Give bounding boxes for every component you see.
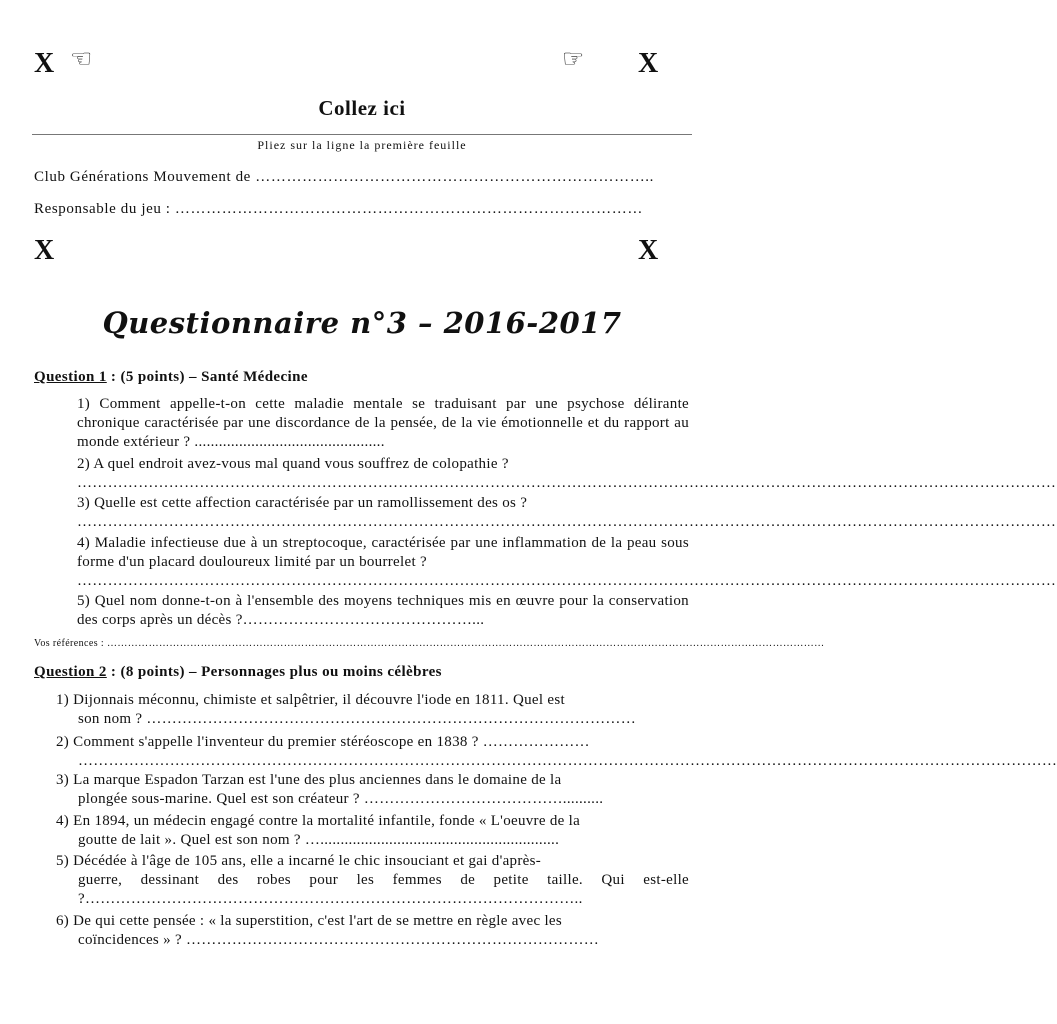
- cut-mark-top-right: X: [638, 48, 659, 79]
- question-1-item-2-text: 2) A quel endroit avez-vous mal quand vous souffrez de colopathie ?: [77, 456, 509, 472]
- fold-line: [32, 134, 692, 135]
- question-2-item-2: [56, 733, 1057, 771]
- question-2-item-3-line: 3) La marque Espadon Tarzan est l'une des plus anciennes dans le domaine de la: [56, 772, 562, 788]
- question-2-heading: [34, 664, 442, 681]
- question-2-label: Question 2: [34, 664, 107, 680]
- question-1-label: Question 1: [34, 369, 107, 385]
- question-1-points: : (5 points) – Santé Médecine: [106, 369, 308, 385]
- answer-line[interactable]: …………………………………………………………………………………………………………………………………………………………………………: [77, 573, 1057, 589]
- question-2-item-5-cont: guerre, dessinant des robes pour les femmes de petite taille. Qui est-elle ?……………………………………………………………………………………..: [78, 872, 689, 907]
- question-2-item-3: [56, 771, 689, 809]
- question-2-item-1-line: 1) Dijonnais méconnu, chimiste et salpêtrier, il découvre l'iode en 1811. Quel est: [56, 692, 565, 708]
- answer-line[interactable]: …………………………………………………………………………………………………………………………………………………………………………: [77, 475, 1057, 491]
- answer-line[interactable]: …………………………………………………………………………………………………………………………………………………………………………: [78, 753, 1057, 769]
- question-2-item-6: [56, 912, 689, 950]
- questionnaire-title: Questionnaire n°3 – 2016-2017: [102, 306, 622, 340]
- fold-instruction: Pliez sur la ligne la première feuille: [257, 138, 467, 152]
- question-1-item-4: [77, 534, 1057, 591]
- question-2-item-4: [56, 812, 689, 850]
- question-2-item-5: [56, 852, 689, 909]
- pointing-hand-right-icon: ☞: [562, 44, 585, 73]
- cut-mark-mid-right: X: [638, 235, 659, 266]
- question-1-item-1: 1) Comment appelle-t-on cette maladie mentale se traduisant par une psychose délirante chronique caractérisée par une discordance de la pensée, de la vie émotionnelle et du rapport au monde extérieur ? ...............................................: [77, 396, 689, 450]
- cut-mark-mid-left: X: [34, 235, 55, 266]
- question-2-item-1-cont: son nom ? ……………………………………………………………………………………: [78, 711, 637, 727]
- question-2-item-2-line: 2) Comment s'appelle l'inventeur du premier stéréoscope en 1838 ? …………………: [56, 734, 590, 750]
- collez-ici-heading: Collez ici: [318, 96, 406, 120]
- question-1-item-2: [77, 455, 1057, 493]
- pointing-hand-left-icon: ☜: [70, 44, 93, 73]
- question-1-item-3: [77, 494, 1057, 532]
- responsable-field[interactable]: Responsable du jeu : ………………………………………………………………………………: [34, 201, 643, 217]
- references-field[interactable]: Vos références : ………………………………………………………………………………………………………………………………………………………………………………………: [34, 638, 825, 649]
- cut-mark-top-left: X: [34, 48, 55, 79]
- answer-line[interactable]: …………………………………………………………………………………………………………………………………………………………………………: [77, 514, 1057, 530]
- question-2-points: : (8 points) – Personnages plus ou moins célèbres: [106, 664, 442, 680]
- question-2-item-3-cont: plongée sous-marine. Quel est son créateur ? …………………………………..........: [78, 791, 604, 807]
- question-2-item-6-line: 6) De qui cette pensée : « la superstition, c'est l'art de se mettre en règle avec les: [56, 913, 563, 929]
- question-1-item-3-text: 3) Quelle est cette affection caractérisée par un ramollissement des os ?: [77, 495, 528, 511]
- question-2-item-4-line: 4) En 1894, un médecin engagé contre la mortalité infantile, fonde « L'oeuvre de la: [56, 813, 581, 829]
- question-1-item-5: 5) Quel nom donne-t-on à l'ensemble des moyens techniques mis en œuvre pour la conservation des corps après un décès ?………………………………………...: [77, 593, 689, 628]
- question-1-heading: [34, 369, 308, 386]
- club-field[interactable]: Club Générations Mouvement de …………………………………………………………………..: [34, 169, 654, 185]
- question-2-item-1: [56, 691, 689, 729]
- question-2-item-6-cont: coïncidences » ? ………………………………………………………………………: [78, 932, 600, 948]
- question-2-item-4-cont: goutte de lait ». Quel est son nom ? …...........................................................: [78, 832, 560, 848]
- question-2-item-5-line: 5) Décédée à l'âge de 105 ans, elle a incarné le chic insouciant et gai d'après-: [56, 853, 542, 869]
- question-1-item-4-text: 4) Maladie infectieuse due à un streptocoque, caractérisée par une inflammation de la peau sous forme d'un placard douloureux limité par un bourrelet ?: [77, 535, 689, 570]
